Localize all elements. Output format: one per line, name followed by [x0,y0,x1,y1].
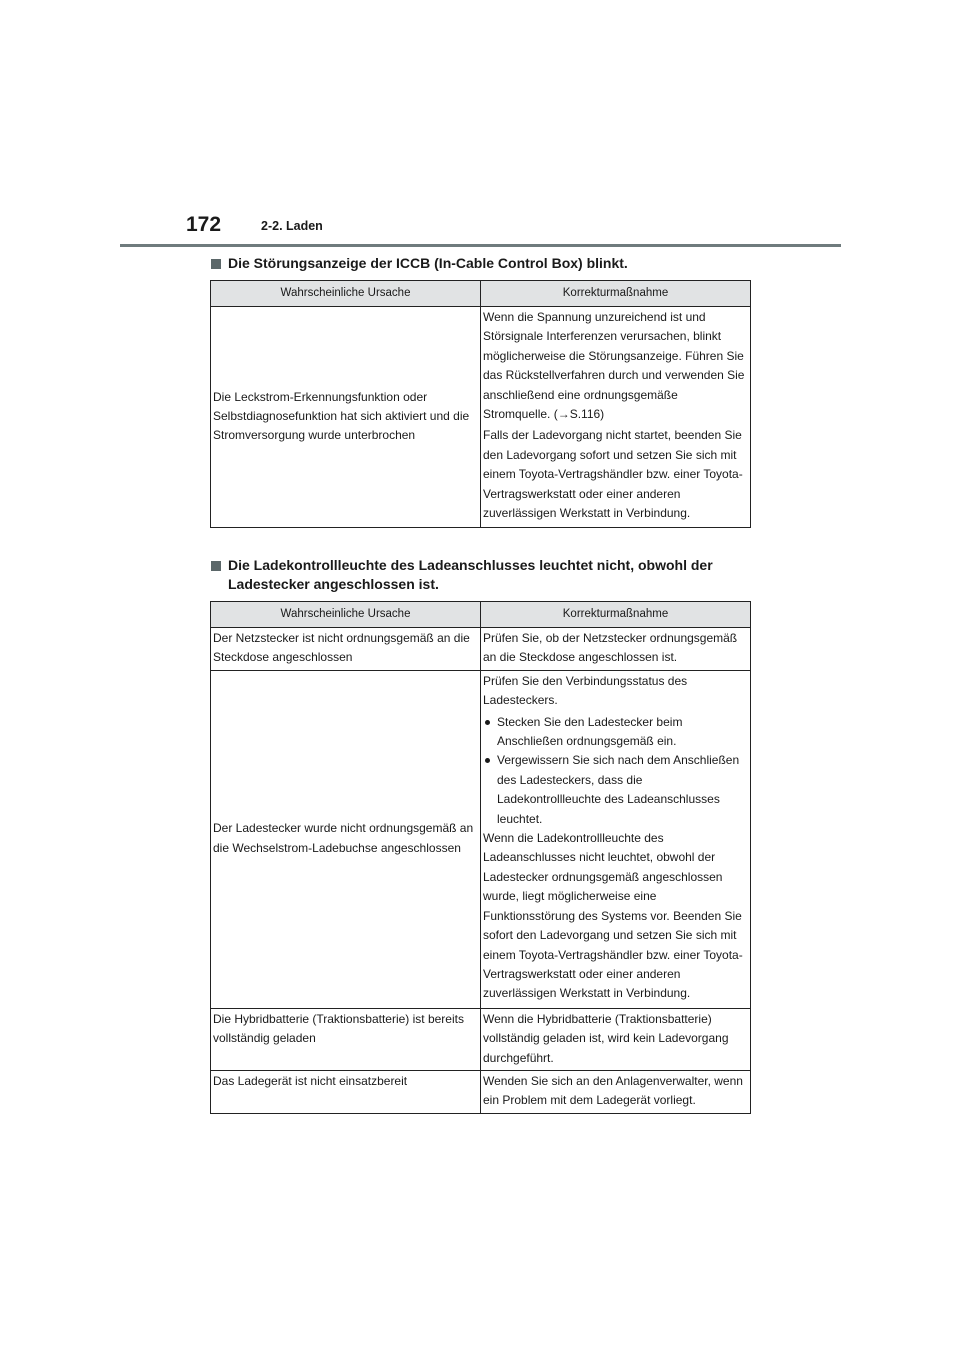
cause-cell: Das Ladegerät ist nicht einsatzbereit [211,1070,481,1113]
cause-cell: Der Netzstecker ist nicht ordnungsgemäß an die Steckdose angeschlossen [211,628,481,671]
charge-lamp-troubleshooting-table [210,601,751,1114]
section-title: 2-2. Laden [261,219,323,233]
page-number: 172 [186,213,222,236]
list-item [483,751,748,829]
bullet-dot-icon [485,720,490,725]
action-paragraph: Wenn die Spannung unzureichend ist und Störsignale Interferenzen verursachen, blinkt möglicherweise die Störungsanzeige. Führen Sie das Rückstellverfahren durch und verwenden Sie anschließend eine ordnungsgemäße Stromquelle. (→S.116) [483,310,745,422]
square-bullet-icon [211,561,221,571]
header-divider [120,244,841,247]
table-header-row [211,281,751,307]
list-item-text: Stecken Sie den Ladestecker beim Anschließen ordnungsgemäß ein. [497,714,683,749]
list-item [483,713,748,752]
action-cell [481,307,751,528]
table-row [211,1008,751,1070]
table-header-row [211,602,751,628]
action-cell: Wenn die Hybridbatterie (Traktionsbatterie) vollständig geladen ist, wird kein Ladevorgang durchgeführt. [481,1008,751,1070]
section-heading-text: Die Ladekontrollleuchte des Ladeanschlusses leuchtet nicht, obwohl der Ladestecker angeschlossen ist. [228,557,713,592]
section-heading-iccb [211,254,751,273]
cause-cell: Die Leckstrom-Erkennungsfunktion oder Selbstdiagnosefunktion hat sich aktiviert und die Stromversorgung wurde unterbrochen [211,307,481,528]
column-header-cause: Wahrscheinliche Ursache [211,602,481,628]
action-bullet-list [483,713,748,829]
section-heading-text: Die Störungsanzeige der ICCB (In-Cable Control Box) blinkt. [228,255,628,271]
action-paragraph: Falls der Ladevorgang nicht startet, beenden Sie den Ladevorgang sofort und setzen Sie sich mit einem Toyota-Vertragshändler bzw. einer Toyota-Vertragswerkstatt oder einer anderen zuverlässigen Werkstatt in Verbindung. [483,428,743,521]
action-cell: Wenden Sie sich an den Anlagenverwalter, wenn ein Problem mit dem Ladegerät vorliegt. [481,1070,751,1113]
table-row [211,307,751,528]
action-paragraph: Wenn die Ladekontrollleuchte des Ladeanschlusses nicht leuchtet, obwohl der Ladestecker ordnungsgemäß angeschlossen wurde, liegt möglicherweise eine Funktionsstörung des Systems vor. Beenden Sie sofort den Ladevorgang und setzen Sie sich mit einem Toyota-Vertragshändler bzw. einer Toyota-Vertragswerkstatt oder einer anderen zuverlässigen Werkstatt in Verbindung. [483,831,743,1001]
section-heading-charge-lamp [211,556,751,594]
table-row [211,1070,751,1113]
column-header-action: Korrekturmaßnahme [481,602,751,628]
cause-cell: Der Ladestecker wurde nicht ordnungsgemäß an die Wechselstrom-Ladebuchse angeschlossen [211,670,481,1008]
cause-cell: Die Hybridbatterie (Traktionsbatterie) ist bereits vollständig geladen [211,1008,481,1070]
bullet-dot-icon [485,758,490,763]
table-row [211,670,751,1008]
iccb-troubleshooting-table [210,280,751,528]
square-bullet-icon [211,259,221,269]
column-header-cause: Wahrscheinliche Ursache [211,281,481,307]
action-cell: Prüfen Sie, ob der Netzstecker ordnungsgemäß an die Steckdose angeschlossen ist. [481,628,751,671]
table-row [211,628,751,671]
list-item-text: Vergewissern Sie sich nach dem Anschließen des Ladesteckers, dass die Ladekontrollleuchte des Ladeanschlusses leuchtet. [497,753,740,826]
column-header-action: Korrekturmaßnahme [481,281,751,307]
action-cell [481,670,751,1008]
action-paragraph: Prüfen Sie den Verbindungsstatus des Ladesteckers. [483,673,688,708]
